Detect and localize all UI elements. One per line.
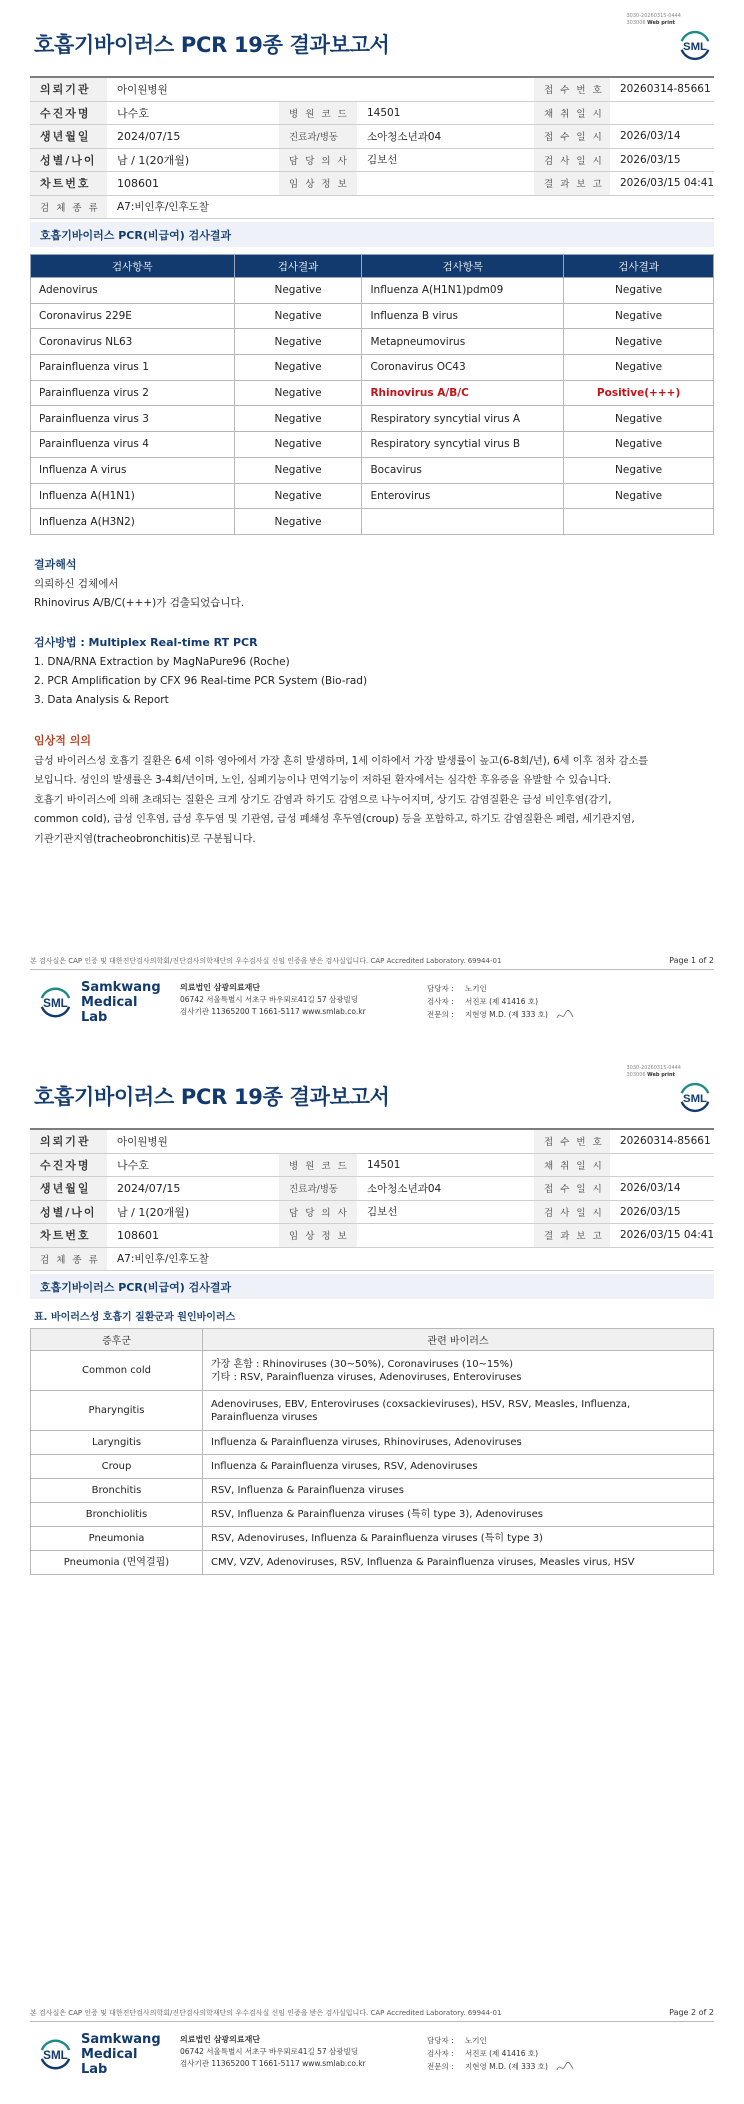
test-result: Negative [234,303,362,329]
test-result [564,509,714,535]
report-title: 호흡기바이러스 PCR 19종 결과보고서 [34,1085,390,1109]
cert-text: 본 검사실은 CAP 인증 및 대한진단검사의학회/진단검사의학재단의 우수검사실 신임 인증을 받은 검사실입니다. CAP Accredited Laboratory. 69944-01 [30,2009,502,2017]
test-result: Negative [234,406,362,432]
signature-icon [556,1009,574,1021]
info-row [30,196,714,220]
clinical-line: 급성 바이러스성 호흡기 질환은 6세 이하 영아에서 가장 흔히 발생하며, 1세 이하에서 가장 발생률이 높고(6-8회/년), 6세 이후 점차 감소를 [34,755,649,767]
sign-value: 노기인 [465,2036,487,2045]
value-collection-date [610,1154,714,1177]
test-result: Negative [234,509,362,535]
signature-icon [556,2061,574,2073]
virus-line: RSV, Adenoviruses, Influenza & Parainfluenza viruses (특히 type 3) [203,1527,714,1551]
table-row [31,1527,714,1551]
label-doctor: 담 당 의 사 [279,149,357,172]
test-name: Influenza A(H1N1) [31,483,235,509]
sml-logo-text: SML [43,2048,68,2062]
test-name: Coronavirus OC43 [362,355,564,381]
label-birth-date: 생년월일 [30,125,107,148]
header-syndrome: 증후군 [31,1329,203,1351]
report-page-2 [0,1052,744,2104]
sml-logo-text: SML [682,1092,708,1105]
virus-line: 기타 : RSV, Parainfluenza viruses, Adenoviruses, Enteroviruses [211,1371,522,1383]
label-receipt-date: 접 수 일 시 [534,125,610,148]
info-row [30,102,714,126]
table-row [31,380,714,406]
value-specimen-type: A7:비인후/인후도찰 [117,1253,209,1266]
test-result: Negative [564,329,714,355]
info-row [30,1248,714,1272]
table-row [31,406,714,432]
syndrome-name: Bronchitis [31,1479,203,1503]
positive-test-result: Positive(+++) [564,380,714,406]
lab-address: 06742 서울특별시 서초구 바우뫼로41길 57 삼광빌딩 [180,995,359,1004]
test-name: Parainfluenza virus 2 [31,380,235,406]
label-sex-age: 성별/나이 [30,1201,107,1224]
label-patient-name: 수진자명 [30,1154,107,1177]
test-result: Negative [564,303,714,329]
label-birth-date: 생년월일 [30,1177,107,1200]
value-patient-name: 나수호 [117,106,149,120]
label-collection-date: 채 취 일 시 [534,102,610,125]
header-related-virus: 관련 바이러스 [203,1329,714,1351]
clinical-line: 보입니다. 성인의 발생률은 3-4회/년이며, 노인, 심폐기능이나 면역기능이 저하된 환자에서는 심각한 후유증을 유발할 수 있습니다. [34,775,612,786]
test-name: Respiratory syncytial virus B [362,432,564,458]
sign-label: 검사자 : [427,2049,454,2058]
label-requesting-org: 의뢰기관 [30,78,107,101]
patient-info-table [30,1128,714,1271]
table-row [31,1455,714,1479]
table-row [31,1551,714,1575]
value-receipt-number: 20260314-85661 [620,83,711,96]
sml-logo-icon [676,1078,714,1116]
empty-cell [357,1130,534,1153]
label-receipt-number: 접 수 번 호 [534,1130,610,1153]
page-number: Page 1 of 2 [669,956,714,965]
test-name: Respiratory syncytial virus A [362,406,564,432]
positive-test-name: Rhinovirus A/B/C [362,380,564,406]
label-chart-number: 차트번호 [30,172,107,195]
interpretation-line: 의뢰하신 검체에서 [34,578,119,590]
value-receipt-date: 2026/03/14 [620,130,681,143]
table-row [31,1351,714,1391]
signatures [427,982,574,1021]
info-row [30,1177,714,1201]
web-print-label: Web print [647,20,675,26]
report-title: 호흡기바이러스 PCR 19종 결과보고서 [34,33,390,57]
test-result: Negative [564,483,714,509]
virus-line: Parainfluenza viruses [211,1411,318,1423]
footer-cert-line [30,2008,714,2022]
lab-name-line: Samkwang [80,979,161,995]
label-collection-date: 채 취 일 시 [534,1154,610,1177]
value-collection-date [610,102,714,125]
value-result-report: 2026/03/15 04:41 [620,177,714,190]
info-row [30,1130,714,1154]
value-doctor: 김보선 [367,1206,398,1219]
label-test-date: 검 사 일 시 [534,1201,610,1224]
sml-logo-icon [676,26,714,64]
table-row [31,1479,714,1503]
test-name [362,509,564,535]
top-code [626,1065,681,1079]
lab-org: 의료법인 삼광의료재단 [180,2035,261,2044]
table-row [31,457,714,483]
syndrome-name: Pneumonia [31,1527,203,1551]
value-specimen-type: A7:비인후/인후도찰 [117,201,209,214]
sign-value: 노기인 [465,984,487,993]
samkwang-logo [36,979,166,1025]
test-result: Negative [234,278,362,304]
assoc-header-row [31,1329,714,1351]
test-result: Negative [234,329,362,355]
value-doctor: 김보선 [367,154,398,167]
method-heading: 검사방법 : Multiplex Real-time RT PCR [34,636,258,649]
virus-line: Influenza & Parainfluenza viruses, Rhinoviruses, Adenoviruses [203,1431,714,1455]
lab-name-line: Samkwang [80,2031,161,2047]
cert-text: 본 검사실은 CAP 인증 및 대한진단검사의학회/진단검사의학재단의 우수검사실 신임 인증을 받은 검사실입니다. CAP Accredited Laboratory. 69944-01 [30,957,502,965]
syndrome-name: Pharyngitis [31,1391,203,1431]
test-name: Influenza B virus [362,303,564,329]
empty-cell [279,78,357,101]
syndrome-name: Laryngitis [31,1431,203,1455]
sign-label: 전문의 : [427,1010,454,1019]
sml-logo-icon [36,2034,75,2074]
table-row [31,355,714,381]
signatures [427,2034,574,2073]
value-hospital-code: 14501 [367,106,401,119]
value-test-date: 2026/03/15 [620,1205,681,1218]
value-sex-age: 남 / 1(20개월) [117,153,190,167]
test-result: Negative [234,380,362,406]
header-test-item: 검사항목 [31,255,235,278]
value-department: 소아청소년과04 [367,1182,442,1195]
label-specimen-type: 검 체 종 류 [30,1248,107,1271]
results-header-row [31,255,714,278]
value-clinical-info [357,172,534,195]
sign-value: 지현영 M.D. (제 333 호) [465,1010,548,1019]
lab-info [180,2034,366,2070]
label-specimen-type: 검 체 종 류 [30,196,107,219]
lab-name-line: Medical Lab [80,994,138,1025]
info-row [30,1224,714,1248]
web-print-label: Web print [647,1072,675,1078]
table-row [31,1431,714,1455]
test-name: Influenza A virus [31,457,235,483]
label-result-report: 결 과 보 고 [534,1224,610,1247]
value-receipt-number: 20260314-85661 [620,1135,711,1148]
interpretation-heading: 결과해석 [34,558,77,571]
value-chart-number: 108601 [117,176,159,190]
clinical-block [34,731,714,849]
value-patient-name: 나수호 [117,1158,149,1172]
label-chart-number: 차트번호 [30,1224,107,1247]
top-code-line-1: 3030-20260315-0444 [626,1065,681,1071]
syndrome-name: Bronchiolitis [31,1503,203,1527]
lab-info [180,982,366,1018]
test-name: Parainfluenza virus 1 [31,355,235,381]
lab-name-line: Medical Lab [80,2046,138,2077]
syndrome-name: Common cold [31,1351,203,1391]
sign-value: 서진포 (제 41416 호) [465,997,539,1006]
clinical-line: 기관기관지염(tracheobronchitis)로 구분됩니다. [34,833,256,845]
sign-label: 담당자 : [427,2036,454,2045]
info-row [30,1154,714,1178]
test-name: Metapneumovirus [362,329,564,355]
footer-cert-line [30,956,714,970]
sign-label: 검사자 : [427,997,454,1006]
sign-label: 전문의 : [427,2062,454,2071]
test-result: Negative [234,457,362,483]
header-result: 검사결과 [234,255,362,278]
label-hospital-code: 병 원 코 드 [279,102,357,125]
test-name: Influenza A(H3N2) [31,509,235,535]
info-row [30,125,714,149]
sml-logo-text: SML [682,40,708,53]
test-result: Negative [564,406,714,432]
results-section-title: 호흡기바이러스 PCR(비급여) 검사결과 [30,222,714,247]
value-requesting-org: 아이원병원 [117,1135,168,1148]
empty-cell [279,1130,357,1153]
label-hospital-code: 병 원 코 드 [279,1154,357,1177]
samkwang-logo [36,2031,166,2077]
virus-line: RSV, Influenza & Parainfluenza viruses (특히 type 3), Adenoviruses [203,1503,714,1527]
top-code [626,13,681,27]
label-receipt-date: 접 수 일 시 [534,1177,610,1200]
patient-info-table [30,76,714,219]
label-receipt-number: 접 수 번 호 [534,78,610,101]
header-result: 검사결과 [564,255,714,278]
test-name: Parainfluenza virus 3 [31,406,235,432]
test-result: Negative [564,355,714,381]
top-code-line-2: 303006 [626,1072,646,1078]
table-row [31,483,714,509]
info-row [30,78,714,102]
test-result: Negative [234,432,362,458]
sign-label: 담당자 : [427,984,454,993]
results-section-title: 호흡기바이러스 PCR(비급여) 검사결과 [30,1274,714,1299]
value-department: 소아청소년과04 [367,130,442,143]
test-result: Negative [564,432,714,458]
label-clinical-info: 임 상 정 보 [279,1224,357,1247]
test-result: Negative [564,278,714,304]
table-row [31,303,714,329]
test-result: Negative [234,355,362,381]
syndrome-name: Croup [31,1455,203,1479]
test-name: Bocavirus [362,457,564,483]
page-number: Page 2 of 2 [669,2008,714,2017]
info-row [30,149,714,173]
label-department: 진료과/병동 [279,125,357,148]
test-name: Influenza A(H1N1)pdm09 [362,278,564,304]
clinical-heading: 임상적 의의 [34,734,91,747]
value-chart-number: 108601 [117,1228,159,1242]
sml-logo-text: SML [43,996,68,1010]
virus-line: Adenoviruses, EBV, Enteroviruses (coxsackieviruses), HSV, RSV, Measles, Influenza, [211,1398,631,1410]
table-row [31,1391,714,1431]
lab-contact: 검사기관 11365200 T 1661-5117 www.smlab.co.kr [180,2059,366,2068]
method-block [34,633,714,710]
info-row [30,1201,714,1225]
label-result-report: 결 과 보 고 [534,172,610,195]
virus-line: 가장 흔함 : Rhinoviruses (30~50%), Coronaviruses (10~15%) [211,1358,514,1370]
test-name: Adenovirus [31,278,235,304]
value-hospital-code: 14501 [367,1158,401,1171]
top-code-line-2: 303006 [626,20,646,26]
sign-value: 지현영 M.D. (제 333 호) [465,2062,548,2071]
top-code-line-1: 3030-20260315-0444 [626,13,681,19]
interpretation-block [34,555,714,613]
syndrome-name: Pneumonia (면역결핍) [31,1551,203,1575]
method-step: 2. PCR Amplification by CFX 96 Real-time PCR System (Bio-rad) [34,675,368,687]
value-birth-date: 2024/07/15 [117,129,181,143]
lab-contact: 검사기관 11365200 T 1661-5117 www.smlab.co.kr [180,1007,366,1016]
virus-line: Influenza & Parainfluenza viruses, RSV, Adenoviruses [203,1455,714,1479]
sign-value: 서진포 (제 41416 호) [465,2049,539,2058]
results-table [30,254,714,535]
label-test-date: 검 사 일 시 [534,149,610,172]
table-row [31,1503,714,1527]
info-row [30,172,714,196]
clinical-line: common cold), 급성 인후염, 급성 후두염 및 기관염, 급성 폐쇄성 후두염(croup) 등을 포함하고, 하기도 감염질환은 폐렴, 세기관지염, [34,814,635,825]
value-requesting-org: 아이원병원 [117,83,168,96]
test-result: Negative [564,457,714,483]
test-name: Enterovirus [362,483,564,509]
sml-logo-icon [36,982,75,1022]
value-sex-age: 남 / 1(20개월) [117,1205,190,1219]
test-name: Coronavirus NL63 [31,329,235,355]
table-row [31,509,714,535]
interpretation-result: Rhinovirus A/B/C(+++)가 검출되었습니다. [34,597,245,609]
label-patient-name: 수진자명 [30,102,107,125]
value-test-date: 2026/03/15 [620,153,681,166]
test-name: Parainfluenza virus 4 [31,432,235,458]
association-table-title: 표. 바이러스성 호흡기 질환군과 원인바이러스 [34,1312,236,1323]
value-result-report: 2026/03/15 04:41 [620,1229,714,1242]
lab-org: 의료법인 삼광의료재단 [180,983,261,992]
empty-cell [357,78,534,101]
test-name: Coronavirus 229E [31,303,235,329]
label-sex-age: 성별/나이 [30,149,107,172]
clinical-line: 호흡기 바이러스에 의해 초래되는 질환은 크게 상기도 감염과 하기도 감염으로 나누어지며, 상기도 감염질환은 급성 비인후염(감기, [34,794,612,806]
value-birth-date: 2024/07/15 [117,1181,181,1195]
table-row [31,278,714,304]
header-test-item: 검사항목 [362,255,564,278]
label-department: 진료과/병동 [279,1177,357,1200]
label-clinical-info: 임 상 정 보 [279,172,357,195]
table-row [31,329,714,355]
value-receipt-date: 2026/03/14 [620,1182,681,1195]
method-step: 3. Data Analysis & Report [34,694,169,706]
test-result: Negative [234,483,362,509]
value-clinical-info [357,1224,534,1247]
label-requesting-org: 의뢰기관 [30,1130,107,1153]
table-row [31,432,714,458]
syndrome-virus-table [30,1328,714,1575]
lab-address: 06742 서울특별시 서초구 바우뫼로41길 57 삼광빌딩 [180,2047,359,2056]
method-step: 1. DNA/RNA Extraction by MagNaPure96 (Roche) [34,656,290,668]
virus-line: CMV, VZV, Adenoviruses, RSV, Influenza & Parainfluenza viruses, Measles virus, HSV [203,1551,714,1575]
virus-line: RSV, Influenza & Parainfluenza viruses [203,1479,714,1503]
label-doctor: 담 당 의 사 [279,1201,357,1224]
